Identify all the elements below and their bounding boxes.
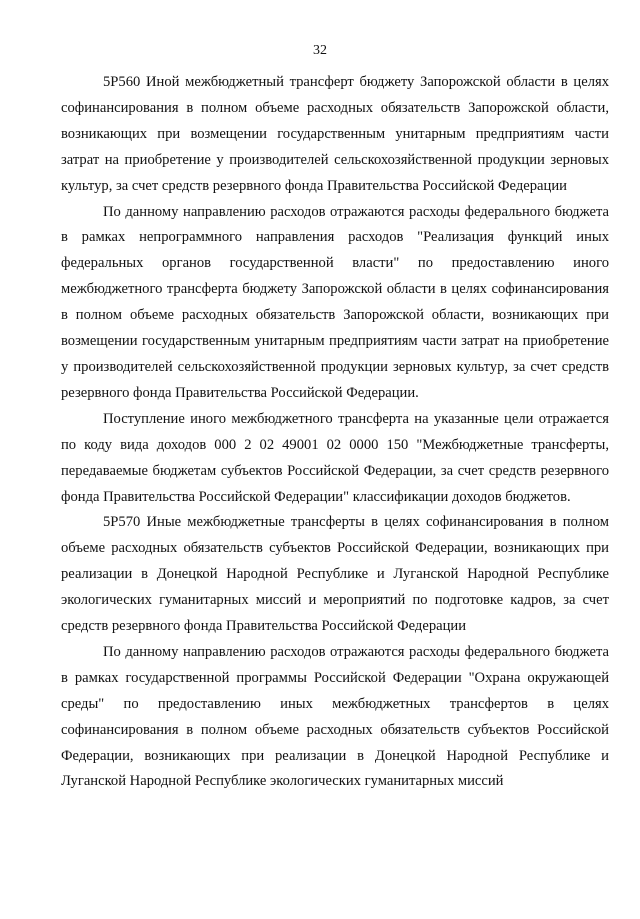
paragraph-5p560-revenue-code: Поступление иного межбюджетного трансферта на указанные цели отражается по коду вида доходов 000 2 02 49001 02 0000 150 "Межбюджетные трансферты, передаваемые бюджетам субъектов Российской Федерации, за счет средств резервного фонда Правительства Российской Федерации" классификации доходов бюджетов. bbox=[61, 410, 609, 505]
paragraph-5p560-description: По данному направлению расходов отражаются расходы федерального бюджета в рамках непрограммного направления расходов "Реализация функций иных федеральных органов государственной власти" по предоставлению иного межбюджетного трансферта бюджету Запорожской области в целях софинансирования в полном объеме расходных обязательств Запорожской области, возникающих при возмещении государственным унитарным предприятиям части затрат на приобретение у производителей сельскохозяйственной продукции зерновых культур, за счет средств резервного фонда Правительства Российской Федерации. bbox=[61, 203, 609, 401]
paragraph-5p560-heading: 5Р560 Иной межбюджетный трансферт бюджету Запорожской области в целях софинансирования в полном объеме расходных обязательств Запорожской области, возникающих при возмещении государственным унитарным предприятиям части затрат на приобретение у производителей сельскохозяйственной продукции зерновых культур, за счет средств резервного фонда Правительства Российской Федерации bbox=[61, 74, 609, 194]
page-number: 32 bbox=[313, 43, 327, 58]
document-body bbox=[61, 70, 609, 795]
paragraph-5p570-heading: 5Р570 Иные межбюджетные трансферты в целях софинансирования в полном объеме расходных обязательств субъектов Российской Федерации, возникающих при реализации в Донецкой Народной Республике и Луганской Народной Республике экологических гуманитарных миссий и мероприятий по подготовке кадров, за счет средств резервного фонда Правительства Российской Федерации bbox=[61, 514, 609, 635]
paragraph-5p570-description: По данному направлению расходов отражаются расходы федерального бюджета в рамках государственной программы Российской Федерации "Охрана окружающей среды" по предоставлению иных межбюджетных трансфертов в целях софинансирования в полном объеме расходных обязательств субъектов Российской Федерации, возникающих при реализации в Донецкой Народной Республике и Луганской Народной Республике экологических гуманитарных миссий bbox=[61, 643, 609, 790]
